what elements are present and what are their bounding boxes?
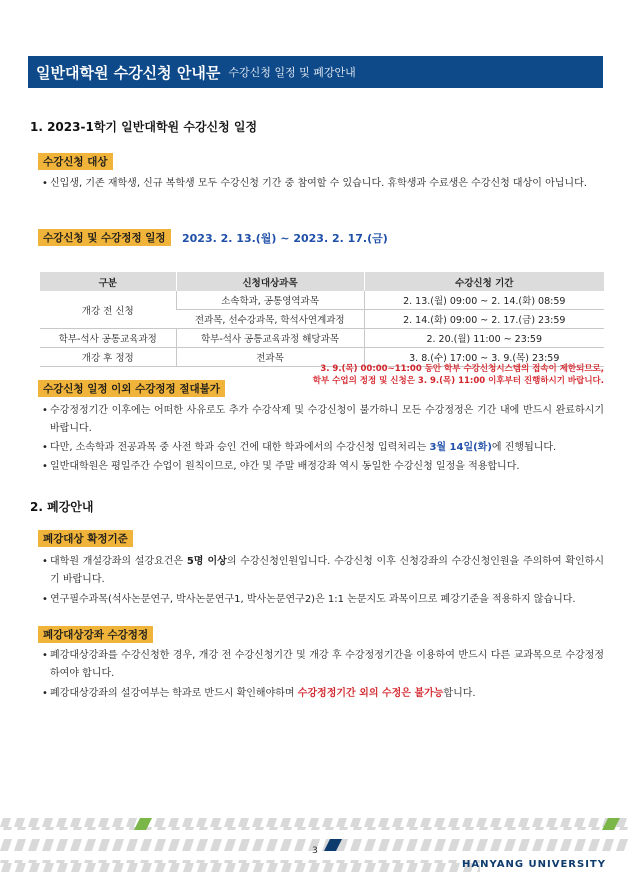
note-line-1: 3. 9.(목) 00:00~11:00 동안 학부 수강신청시스템의 접속이 제한되므로, bbox=[320, 364, 604, 374]
closed-tag: 폐강대상강좌 수강정정 bbox=[38, 626, 153, 643]
target-bullet: • 신입생, 기존 재학생, 신규 복학생 모두 수강신청 기간 중 참여할 수 있습니다. 휴학생과 수료생은 수강신청 대상이 아닙니다. bbox=[42, 178, 587, 189]
schedule-tag: 수강신청 및 수강정정 일정 bbox=[38, 229, 171, 246]
no-change-bullet-1: • 수강정정기간 이후에는 어떠한 사유로도 추가 수강삭제 및 수강신청이 불가하니 모든 수강정정은 기간 내에 반드시 완료하시기 바랍니다. bbox=[42, 405, 604, 434]
table-cell-period: 2. 14.(화) 09:00 ~ 2. 17.(금) 23:59 bbox=[364, 310, 604, 329]
schedule-note bbox=[313, 363, 604, 387]
no-change-tag: 수강신청 일정 이외 수강정정 절대불가 bbox=[38, 380, 225, 397]
page-number: 3 bbox=[312, 846, 318, 856]
university-logo-text: HANYANG UNIVERSITY bbox=[461, 859, 606, 870]
closed-bullet-2: • 폐강대상강좌의 설강여부는 학과로 반드시 확인해야하며 수강정정기간 외의 수정은 불가능합니다. bbox=[42, 688, 476, 699]
criteria-bullet-1: • 대학원 개설강좌의 설강요건은 5명 이상의 수강신청인원입니다. 수강신청 이후 신청강좌의 수강신청인원을 주의하여 확인하시기 바랍니다. bbox=[42, 556, 604, 585]
table-cell-subject: 학부-석사 공통교육과정 해당과목 bbox=[176, 329, 364, 348]
table-row bbox=[40, 291, 604, 310]
table-header-subject: 신청대상과목 bbox=[176, 272, 364, 291]
table-cell-category: 학부-석사 공통교육과정 bbox=[40, 329, 176, 348]
banner-title: 일반대학원 수강신청 안내문 bbox=[36, 63, 221, 82]
schedule-table bbox=[40, 272, 604, 367]
highlight-warning: 수강정정기간 외의 수정은 불가능 bbox=[297, 688, 444, 699]
table-cell-period: 3. 8.(수) 17:00 ~ 3. 9.(목) 23:59 bbox=[364, 348, 604, 367]
criteria-tag: 폐강대상 확정기준 bbox=[38, 530, 133, 547]
table-cell-subject: 전과목 bbox=[176, 348, 364, 367]
schedule-period: 2023. 2. 13.(월) ~ 2023. 2. 17.(금) bbox=[182, 232, 388, 245]
table-cell-category: 개강 후 정정 bbox=[40, 348, 176, 367]
table-cell-period: 2. 20.(월) 11:00 ~ 23:59 bbox=[364, 329, 604, 348]
note-line-2: 학부 수업의 정정 및 신청은 3. 9.(목) 11:00 이후부터 진행하시기 바랍니다. bbox=[312, 376, 604, 386]
highlight-date: 3월 14일(화) bbox=[429, 442, 492, 453]
table-header-period: 수강신청 기간 bbox=[364, 272, 604, 291]
section2-heading: 2. 폐강안내 bbox=[30, 500, 94, 514]
criteria-bullet-2: • 연구필수과목(석사논문연구, 박사논문연구1, 박사논문연구2)은 1:1 논문지도 과목이므로 폐강기준을 적용하지 않습니다. bbox=[42, 594, 576, 605]
closed-bullet-1: • 폐강대상강좌를 수강신청한 경우, 개강 전 수강신청기간 및 개강 후 수강정정기간을 이용하여 반드시 다른 교과목으로 수강정정하여야 합니다. bbox=[42, 650, 604, 679]
target-tag: 수강신청 대상 bbox=[38, 153, 113, 170]
no-change-bullet-2: • 다만, 소속학과 전공과목 중 사전 학과 승인 건에 대한 학과에서의 수강신청 입력처리는 3월 14일(화)에 진행됩니다. bbox=[42, 442, 557, 453]
table-row bbox=[40, 329, 604, 348]
table-cell-subject: 전과목, 선수강과목, 학석사연계과정 bbox=[176, 310, 364, 329]
section1-heading: 1. 2023-1학기 일반대학원 수강신청 일정 bbox=[30, 120, 258, 134]
table-cell-category: 개강 전 신청 bbox=[40, 291, 176, 329]
banner-subtitle: 수강신청 일정 및 폐강안내 bbox=[228, 66, 356, 79]
highlight-minimum: 5명 이상 bbox=[186, 556, 227, 567]
title-banner bbox=[28, 56, 603, 88]
no-change-bullet-3: • 일반대학원은 평일주간 수업이 원칙이므로, 야간 및 주말 배정강좌 역시 동일한 수강신청 일정을 적용합니다. bbox=[42, 461, 520, 472]
table-cell-subject: 소속학과, 공통영역과목 bbox=[176, 291, 364, 310]
table-header-category: 구분 bbox=[40, 272, 176, 291]
table-cell-period: 2. 13.(월) 09:00 ~ 2. 14.(화) 08:59 bbox=[364, 291, 604, 310]
